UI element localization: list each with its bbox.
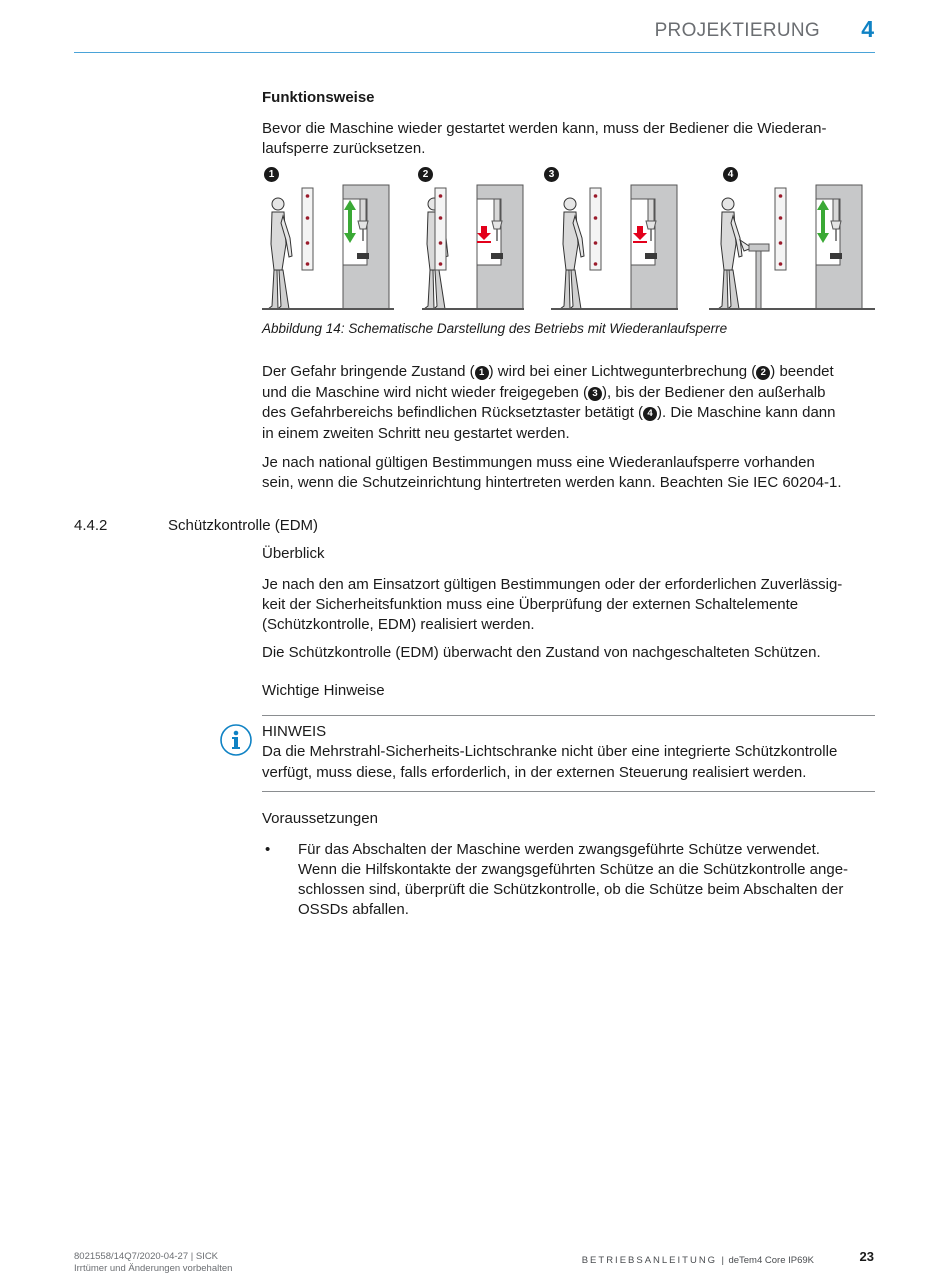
chapter-title: PROJEKTIERUNG (654, 20, 820, 41)
inline-step-2: 2 (756, 366, 770, 380)
footer-disclaimer: Irrtümer und Änderungen vorbehalten (74, 1263, 233, 1274)
requirement-bullet: • (265, 841, 271, 858)
figure-step-4: 4 (723, 167, 738, 182)
figure-step-3: 3 (544, 167, 559, 182)
info-icon (219, 723, 253, 757)
requirement-line-3: schlossen sind, überprüft die Schützkontrolle, ob die Schütze beim Abschalten der (298, 881, 844, 898)
figure-caption: Abbildung 14: Schematische Darstellung des Betriebs mit Wiederanlaufsperre (262, 321, 728, 336)
requirement-line-1: Für das Abschalten der Maschine werden zwangsgeführte Schütze verwendet. (298, 841, 820, 858)
section-heading-funktionsweise: Funktionsweise (262, 89, 375, 106)
notice-top-rule (262, 715, 875, 716)
explanation-line-2: und die Maschine wird nicht wieder freigegeben ( 3 ), bis der Bediener den außerhalb (262, 383, 826, 401)
footer-product: deTem4 Core IP69K (728, 1255, 814, 1266)
notice-line-1: Da die Mehrstrahl-Sicherheits-Lichtschranke nicht über eine integrierte Schützkontrolle (262, 743, 838, 760)
inline-step-3: 3 (588, 387, 602, 401)
inline-step-1: 1 (475, 366, 489, 380)
figure-panel-2 (422, 185, 524, 309)
header-divider (74, 52, 875, 53)
figure-step-2: 2 (418, 167, 433, 182)
footer-product-line (582, 1250, 814, 1268)
requirement-line-4: OSSDs abfallen. (298, 901, 409, 918)
overview-line-3: (Schützkontrolle, EDM) realisiert werden. (262, 616, 535, 633)
overview-heading: Überblick (262, 545, 325, 562)
footer-doc-type: BETRIEBSANLEITUNG (581, 1255, 718, 1266)
notes-heading: Wichtige Hinweise (262, 682, 385, 699)
notice-line-2: verfügt, muss diese, falls erforderlich, in der externen Steuerung realisiert werden. (262, 764, 807, 781)
footer-separator: | (721, 1255, 724, 1266)
explanation-paragraph (262, 362, 877, 444)
figure-panel-4 (709, 185, 875, 309)
section-title: Schützkontrolle (EDM) (168, 517, 319, 534)
intro-line-2: laufsperre zurücksetzen. (262, 140, 426, 157)
restart-interlock-figure (262, 178, 875, 313)
explanation-line-4: in einem zweiten Schritt neu gestartet werden. (262, 424, 570, 442)
page-number: 23 (859, 1249, 874, 1264)
explanation-line-3: des Gefahrbereichs befindlichen Rücksetztaster betätigt ( 4 ). Die Maschine kann dann (262, 404, 836, 421)
figure-step-1: 1 (264, 167, 279, 182)
chapter-number: 4 (861, 16, 874, 42)
overview-line-2: keit der Sicherheitsfunktion muss eine Überprüfung der externen Schaltelemente (262, 596, 799, 613)
footer-doc-ref: 8021558/14Q7/2020-04-27 | SICK (74, 1251, 219, 1262)
requirement-line-2: Wenn die Hilfskontakte der zwangsgeführten Schütze an die Schützkontrolle ange- (298, 861, 849, 878)
intro-line-1: Bevor die Maschine wieder gestartet werden kann, muss der Bediener die Wiederan- (262, 120, 827, 137)
regulation-line-2: sein, wenn die Schutzeinrichtung hintertreten werden kann. Beachten Sie IEC 60204-1. (262, 474, 842, 491)
requirements-heading: Voraussetzungen (262, 810, 378, 827)
figure-panel-1 (262, 185, 394, 309)
edm-description: Die Schützkontrolle (EDM) überwacht den Zustand von nachgeschalteten Schützen. (262, 644, 821, 661)
inline-step-4: 4 (643, 407, 657, 421)
notice-bottom-rule (262, 791, 875, 792)
regulation-line-1: Je nach national gültigen Bestimmungen muss eine Wiederanlaufsperre vorhanden (262, 454, 815, 471)
explanation-line-1: Der Gefahr bringende Zustand ( 1 ) wird bei einer Lichtwegunterbrechung ( 2 ) beendet (262, 363, 834, 380)
section-number: 4.4.2 (74, 517, 108, 534)
reset-button-pedestal (749, 244, 769, 251)
figure-panel-3 (551, 185, 678, 309)
notice-title: HINWEIS (262, 723, 327, 740)
overview-line-1: Je nach den am Einsatzort gültigen Bestimmungen oder der erforderlichen Zuverlässig- (262, 576, 843, 593)
